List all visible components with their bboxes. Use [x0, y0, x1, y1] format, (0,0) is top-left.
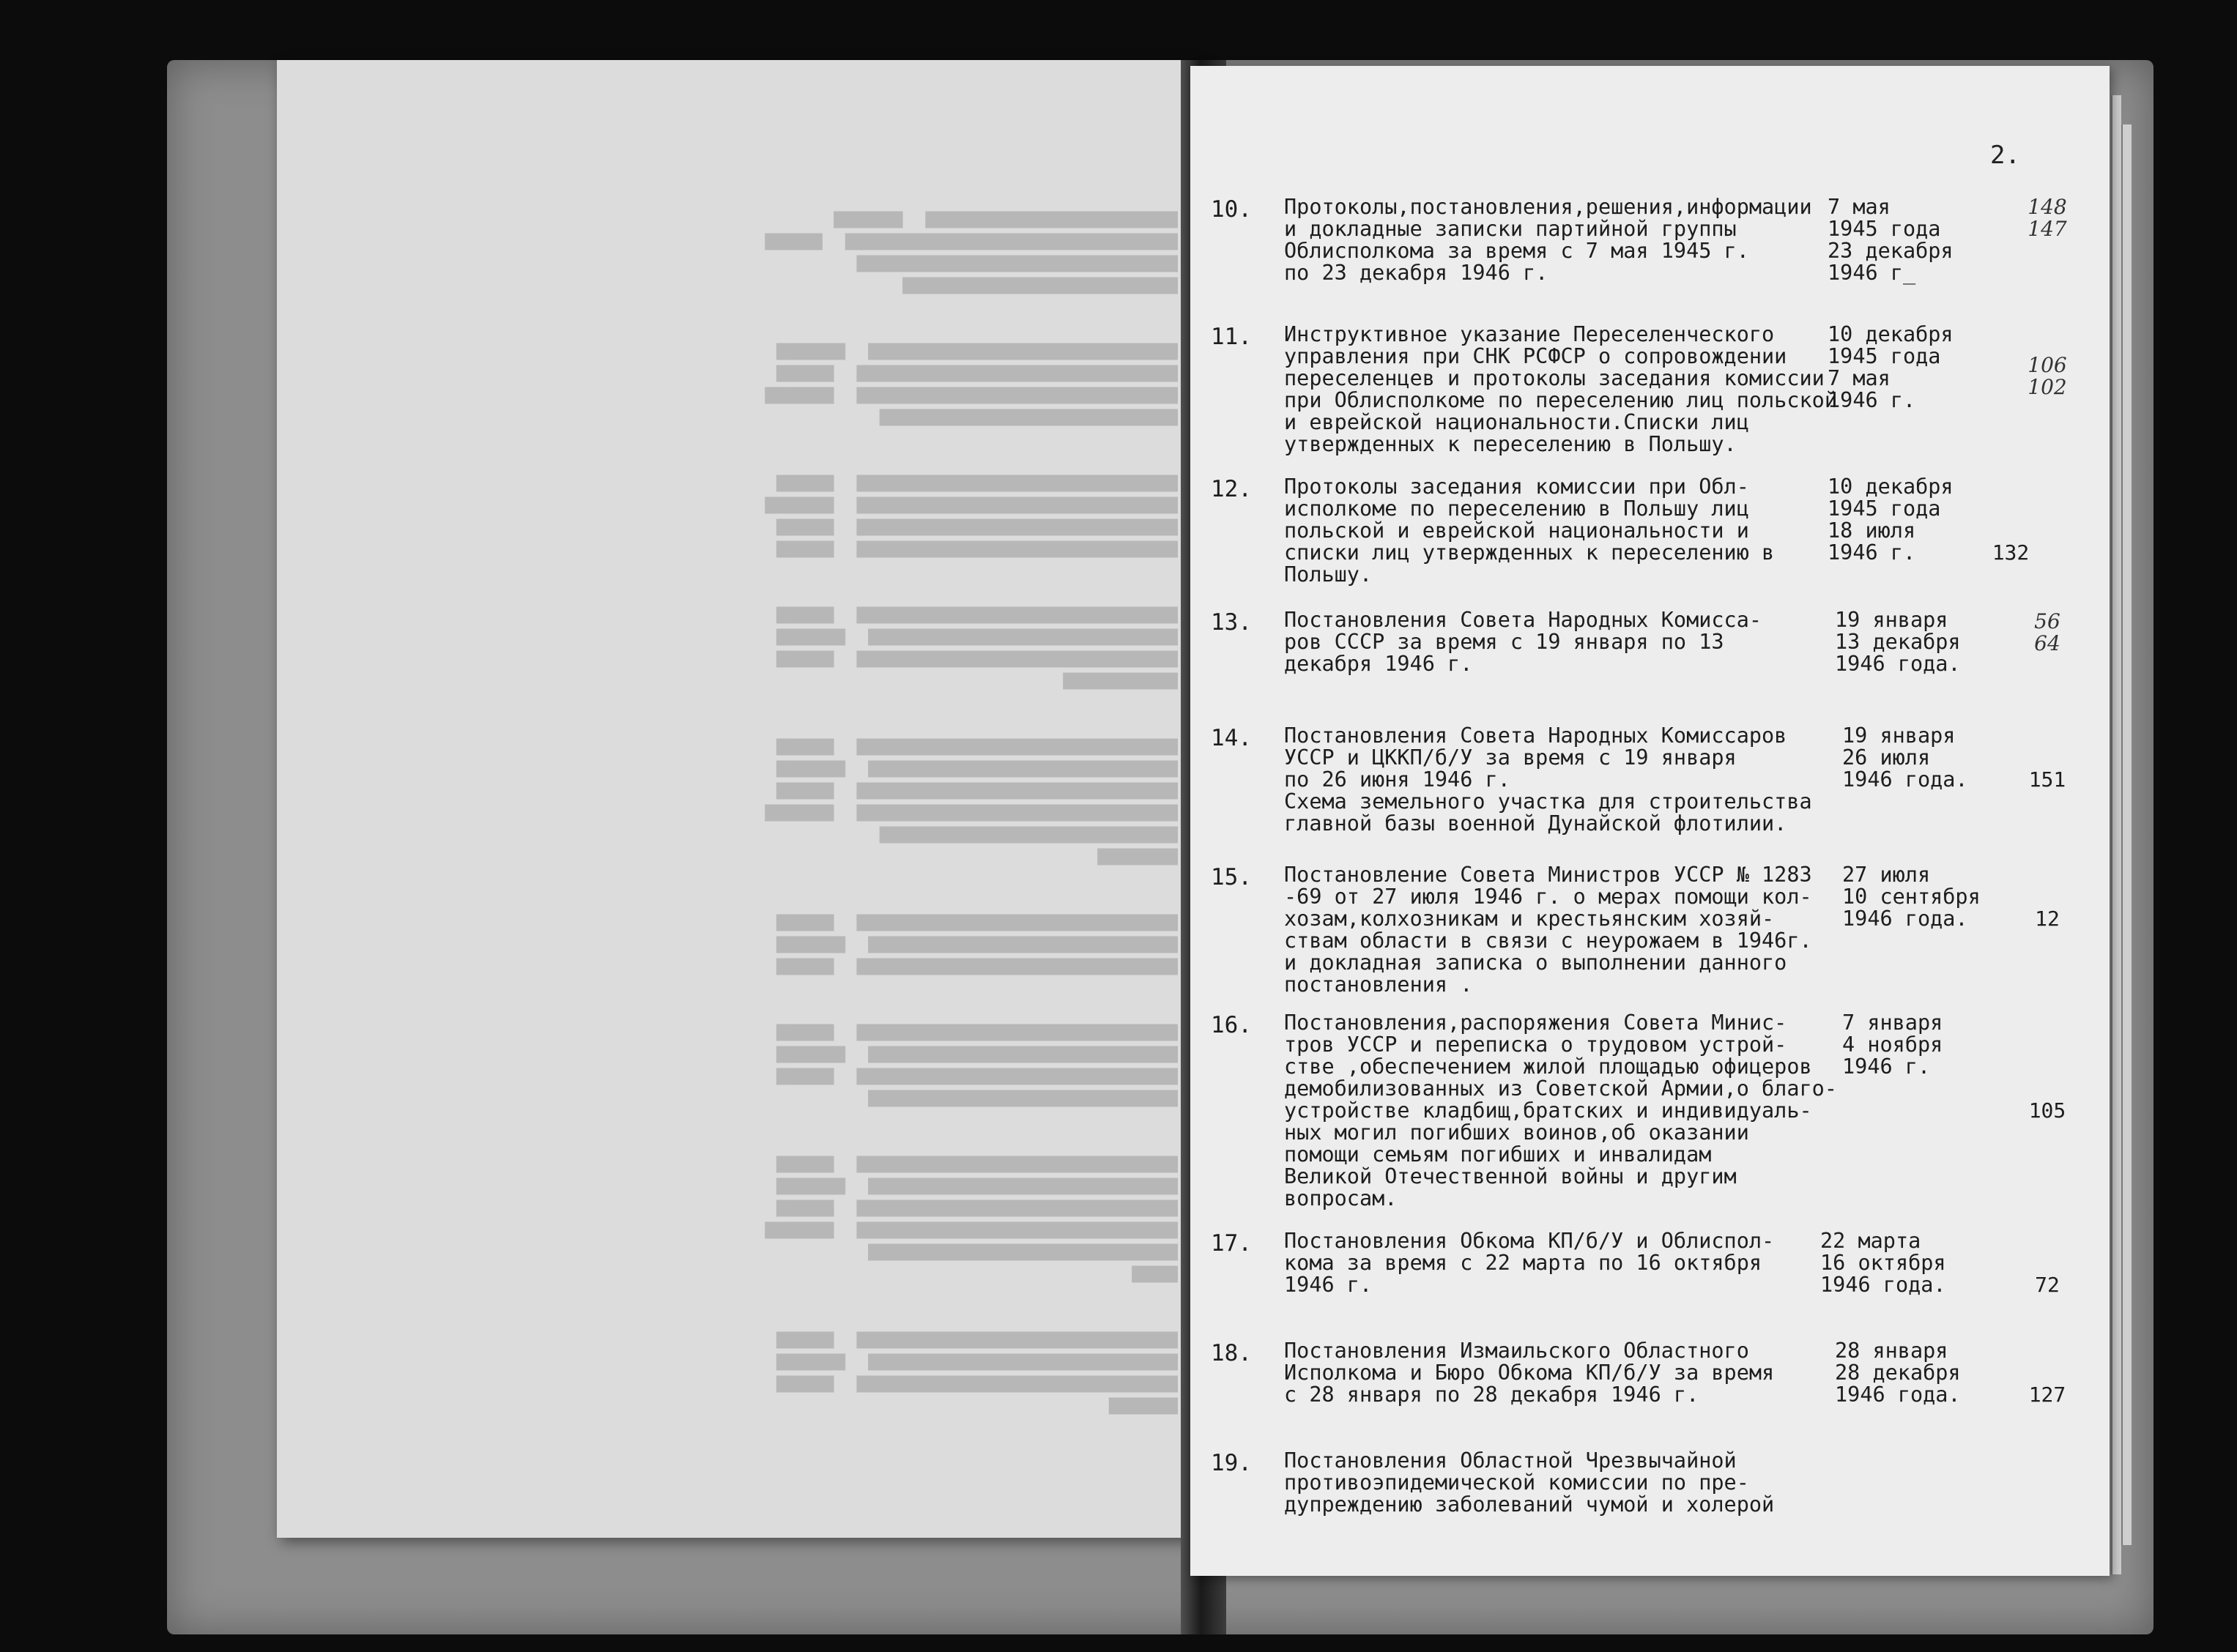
entry-number: 16.: [1211, 1012, 1252, 1038]
entry-description: Постановления Областной Чрезвычайной противоэпидемической комиссии по пре- дупреждению заболеваний чумой и холерой: [1284, 1448, 1775, 1517]
page-stack-edge: [2121, 124, 2132, 1545]
entry-description: Постановления Совета Народных Комисса- ров СССР за время с 19 января по 13 декабря 1946 г.: [1284, 608, 1762, 676]
entry-number: 14.: [1211, 725, 1252, 751]
entry-description: Постановления Обкома КП/б/У и Облиспол- кома за время с 22 марта по 16 октября 1946 г.: [1284, 1229, 1775, 1297]
entry-number: 15.: [1211, 864, 1252, 890]
entry-dates: 19 января 13 декабря 1946 года.: [1835, 608, 1961, 676]
entry-dates: 7 января 4 ноября 1946 г.: [1842, 1011, 1943, 1079]
entry-description: Протоколы заседания комиссии при Обл- исполкоме по переселению в Польшу лиц польской и еврейской национальности и списки лиц утвержденных к переселению в Польшу.: [1284, 475, 1775, 587]
entry-description: Постановления,распоряжения Совета Минис- тров УССР и переписка о трудовом устрой- стве ,обеспечением жилой площадью офицеров демобилизованных из Советской Армии,о благо- устройстве кладбищ,братских и индивидуаль- ных могил погибших воинов,об оказании помощи семьям погибших и инвалидам Великой Отечественной войны и другим вопросам.: [1284, 1011, 1837, 1210]
entry-number: 19.: [1211, 1450, 1252, 1476]
entry-sheet-count: 132: [1992, 540, 2030, 565]
entry-sheet-count: 105: [2028, 1098, 2066, 1123]
entry-sheet-count: 72: [2035, 1273, 2060, 1297]
entry-dates: 10 декабря 1945 года 18 июля 1946 г.: [1828, 475, 1954, 565]
entry-sheet-count: 127: [2028, 1383, 2066, 1407]
right-page-inventory-list: [1190, 66, 2110, 1576]
entry-number: 11.: [1211, 324, 1252, 350]
entry-sheet-count: 12: [2035, 907, 2060, 931]
entry-number: 12.: [1211, 476, 1252, 502]
entry-dates: 22 марта 16 октября 1946 года.: [1820, 1229, 1946, 1297]
entry-description: Инструктивное указание Переселенческого управления при СНК РСФСР о сопровождении переселенцев и протоколы заседания комиссии при Облисполкоме по переселению лиц польской и еврейской национальности.Списки лиц утвержденных к переселению в Польшу.: [1284, 322, 1837, 456]
entry-description: Постановления Совета Народных Комиссаров УССР и ЦККП/б/У за время с 19 января по 26 июня 1946 г. Схема земельного участка для строительства главной базы военной Дунайской флотилии.: [1284, 723, 1812, 836]
entry-number: 13.: [1211, 609, 1252, 636]
entry-description: Протоколы,постановления,решения,информации и докладные записки партийной группы Облисполкома за время с 7 мая 1945 г. по 23 декабря 1946 г.: [1284, 195, 1812, 285]
page-number: 2.: [1990, 141, 2020, 170]
entry-dates: 7 мая 1945 года 23 декабря 1946 г_: [1828, 195, 1954, 285]
entry-sheet-count: 106 102: [2028, 353, 2067, 399]
left-page-blank: [277, 60, 1201, 1538]
entry-sheet-count: 148 147: [2028, 195, 2067, 241]
bleed-through-texture: ▆▆▆▆▆▆▆▆▆▆▆▆▆▆▆▆▆▆▆▆▆▆ ▆▆▆▆▆▆ ▆▆▆▆▆▆▆▆▆▆▆▆▆▆▆▆▆▆▆▆▆▆▆▆▆▆▆▆▆ ▆▆▆▆▆ ▆▆▆▆▆▆▆▆▆▆▆▆▆▆▆▆▆▆▆▆▆▆▆▆▆▆▆▆ ▆▆▆▆▆▆▆▆▆▆▆▆▆▆▆▆▆▆▆▆▆▆▆▆ ▆▆▆▆▆▆▆▆▆▆▆▆▆▆▆▆▆▆▆▆▆▆▆▆▆▆▆ ▆▆▆▆▆▆ ▆▆▆▆▆▆▆▆▆▆▆▆▆▆▆▆▆▆▆▆▆▆▆▆▆▆▆▆ ▆▆▆▆▆ ▆▆▆▆▆▆▆▆▆▆▆▆▆▆▆▆▆▆▆▆▆▆▆▆▆▆▆▆ ▆▆▆▆▆▆ ▆▆▆▆▆▆▆▆▆▆▆▆▆▆▆▆▆▆▆▆▆▆▆▆▆▆ ▆▆▆▆▆▆▆▆▆▆▆▆▆▆▆▆▆▆▆▆▆▆▆▆▆▆▆▆ ▆▆▆▆▆ ▆▆▆▆▆▆▆▆▆▆▆▆▆▆▆▆▆▆▆▆▆▆▆▆▆▆▆▆ ▆▆▆▆▆▆ ▆▆▆▆▆▆▆▆▆▆▆▆▆▆▆▆▆▆▆▆▆▆▆▆▆▆▆▆ ▆▆▆▆▆ ▆▆▆▆▆▆▆▆▆▆▆▆▆▆▆▆▆▆▆▆▆▆▆▆▆▆▆▆ ▆▆▆▆▆ ▆▆▆▆▆▆▆▆▆▆▆▆▆▆▆▆▆▆▆▆▆▆▆▆▆▆▆▆ ▆▆▆▆▆ ▆▆▆▆▆▆▆▆▆▆▆▆▆▆▆▆▆▆▆▆▆▆▆▆▆▆▆ ▆▆▆▆▆▆ ▆▆▆▆▆▆▆▆▆▆▆▆▆▆▆▆▆▆▆▆▆▆▆▆▆▆▆▆ ▆▆▆▆▆ ▆▆▆▆▆▆▆▆▆▆ ▆▆▆▆▆▆▆▆▆▆▆▆▆▆▆▆▆▆▆▆▆▆▆▆▆▆▆▆ ▆▆▆▆▆ ▆▆▆▆▆▆▆▆▆▆▆▆▆▆▆▆▆▆▆▆▆▆▆▆▆▆▆ ▆▆▆▆▆▆ ▆▆▆▆▆▆▆▆▆▆▆▆▆▆▆▆▆▆▆▆▆▆▆▆▆▆▆▆ ▆▆▆▆▆ ▆▆▆▆▆▆▆▆▆▆▆▆▆▆▆▆▆▆▆▆▆▆▆▆▆▆▆▆ ▆▆▆▆▆▆ ▆▆▆▆▆▆▆▆▆▆▆▆▆▆▆▆▆▆▆▆▆▆▆▆▆▆ ▆▆▆▆▆▆▆ ▆▆▆▆▆▆▆▆▆▆▆▆▆▆▆▆▆▆▆▆▆▆▆▆▆▆▆▆ ▆▆▆▆▆ ▆▆▆▆▆▆▆▆▆▆▆▆▆▆▆▆▆▆▆▆▆▆▆▆▆▆▆ ▆▆▆▆▆▆ ▆▆▆▆▆▆▆▆▆▆▆▆▆▆▆▆▆▆▆▆▆▆▆▆▆▆▆▆ ▆▆▆▆▆ ▆▆▆▆▆▆▆▆▆▆▆▆▆▆▆▆▆▆▆▆▆▆▆▆▆▆▆▆ ▆▆▆▆▆ ▆▆▆▆▆▆▆▆▆▆▆▆▆▆▆▆▆▆▆▆▆▆▆▆▆▆▆ ▆▆▆▆▆▆ ▆▆▆▆▆▆▆▆▆▆▆▆▆▆▆▆▆▆▆▆▆▆▆▆▆▆▆▆ ▆▆▆▆▆ ▆▆▆▆▆▆▆▆▆▆▆▆▆▆▆▆▆▆▆▆▆▆▆▆▆▆▆ ▆▆▆▆▆▆▆▆▆▆▆▆▆▆▆▆▆▆▆▆▆▆▆▆▆▆▆▆ ▆▆▆▆▆ ▆▆▆▆▆▆▆▆▆▆▆▆▆▆▆▆▆▆▆▆▆▆▆▆▆▆▆ ▆▆▆▆▆▆ ▆▆▆▆▆▆▆▆▆▆▆▆▆▆▆▆▆▆▆▆▆▆▆▆▆▆▆▆ ▆▆▆▆▆ ▆▆▆▆▆▆▆▆▆▆▆▆▆▆▆▆▆▆▆▆▆▆▆▆▆▆▆▆ ▆▆▆▆▆▆ ▆▆▆▆▆▆▆▆▆▆▆▆▆▆▆▆▆▆▆▆▆▆▆▆▆▆▆ ▆▆▆▆ ▆▆▆▆▆▆▆▆▆▆▆▆▆▆▆▆▆▆▆▆▆▆▆▆▆▆▆▆ ▆▆▆▆▆ ▆▆▆▆▆▆▆▆▆▆▆▆▆▆▆▆▆▆▆▆▆▆▆▆▆▆▆ ▆▆▆▆▆▆ ▆▆▆▆▆▆▆▆▆▆▆▆▆▆▆▆▆▆▆▆▆▆▆▆▆▆▆▆ ▆▆▆▆▆ ▆▆▆▆▆▆: [765, 206, 1178, 1415]
entry-sheet-count: 151: [2028, 767, 2066, 792]
entry-dates: 10 декабря 1945 года 7 мая 1946 г.: [1828, 322, 1954, 412]
entry-number: 17.: [1211, 1230, 1252, 1257]
entry-dates: 28 января 28 декабря 1946 года.: [1835, 1339, 1961, 1407]
entry-number: 10.: [1211, 196, 1252, 223]
entry-dates: 27 июля 10 сентября 1946 года.: [1842, 863, 1981, 931]
entry-description: Постановление Совета Министров УССР № 1283 -69 от 27 июля 1946 г. о мерах помощи кол- хозам,колхозникам и крестьянским хозяй- ствам области в связи с неурожаем в 1946г. и докладная записка о выполнении данного постановления .: [1284, 863, 1812, 997]
entry-dates: 19 января 26 июля 1946 года.: [1842, 723, 1968, 792]
entry-description: Постановления Измаильского Областного Исполкома и Бюро Обкома КП/б/У за время с 28 января по 28 декабря 1946 г.: [1284, 1339, 1775, 1407]
page-stack-edge: [2111, 95, 2121, 1574]
entry-sheet-count: 56 64: [2034, 609, 2060, 655]
entry-number: 18.: [1211, 1340, 1252, 1366]
